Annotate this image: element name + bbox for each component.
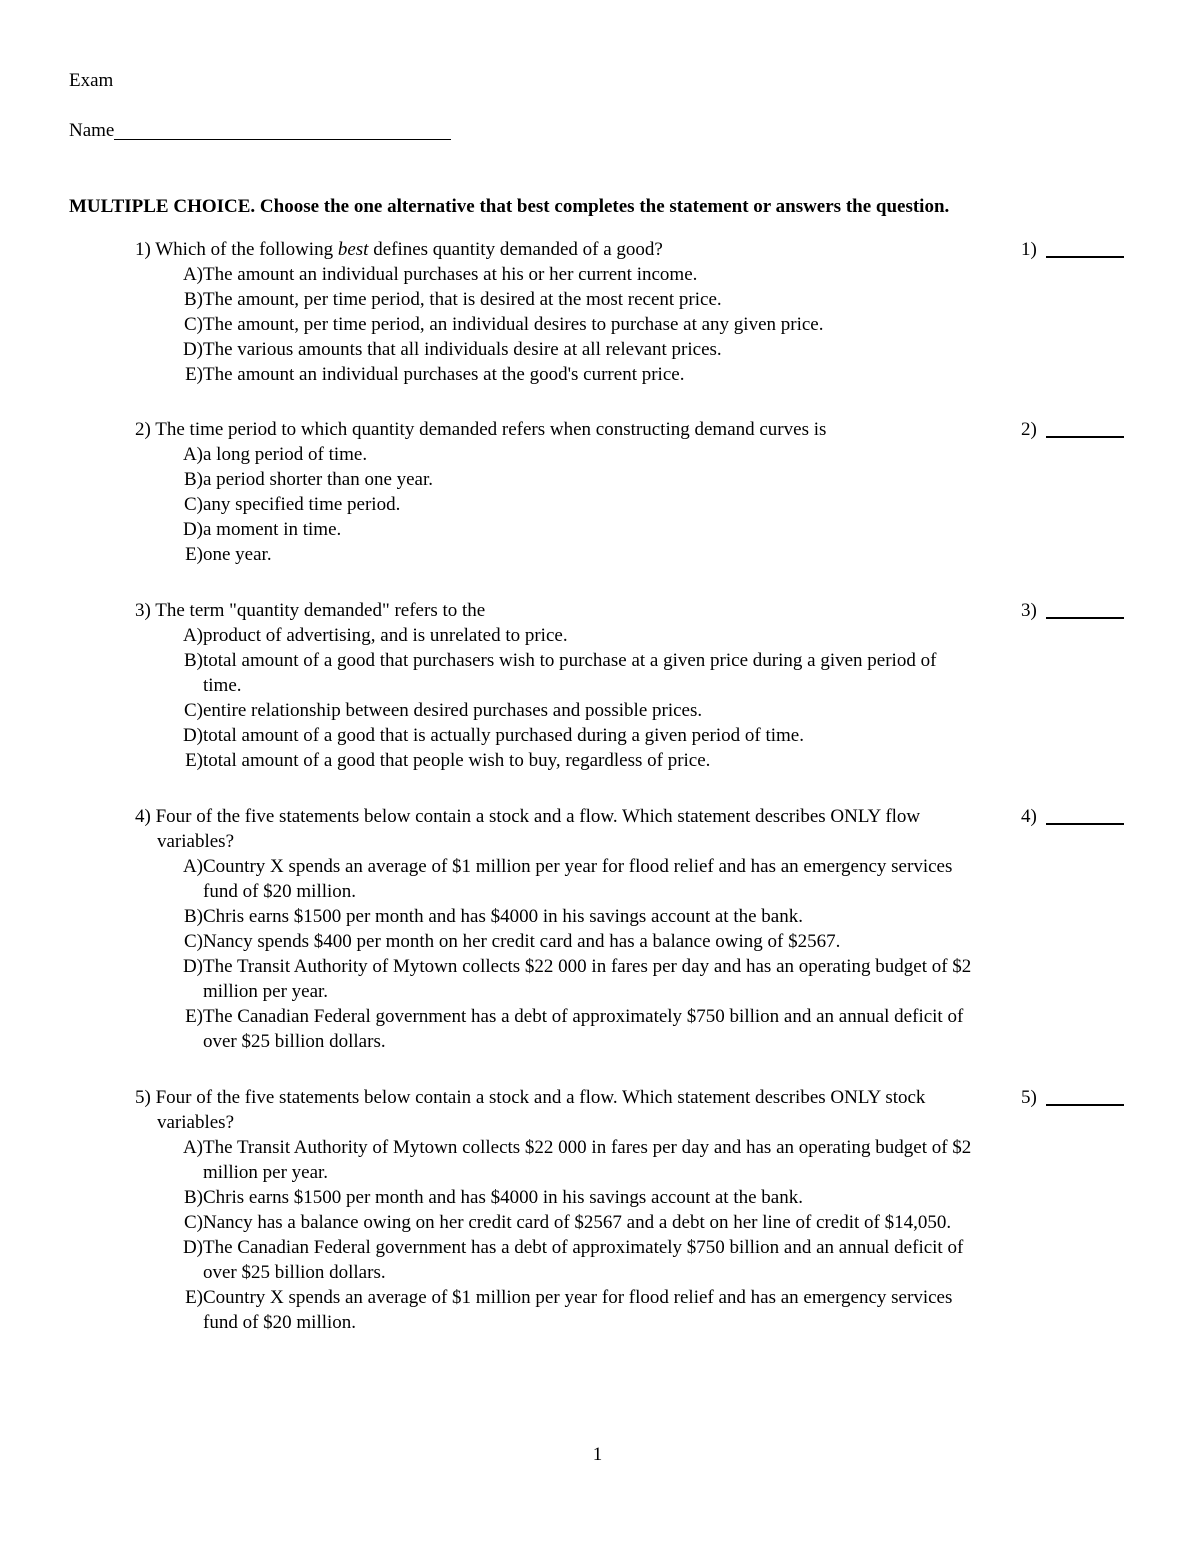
option-d [135, 723, 975, 748]
option-text: The amount, per time period, an individual desires to purchase at any given price. [203, 314, 824, 335]
option-c [135, 312, 975, 337]
option-text: Nancy spends $400 per month on her credit card and has a balance owing of $2567. [203, 931, 841, 952]
answer-blank[interactable] [1046, 418, 1124, 438]
option-text: The amount, per time period, that is desired at the most recent price. [203, 289, 722, 310]
option-text: Country X spends an average of $1 million per year for flood relief and has an emergency services fund of $20 million. [203, 856, 953, 902]
question-stem-text: defines quantity demanded of a good? [368, 239, 663, 260]
option-letter: C) [184, 494, 203, 515]
option-text: Chris earns $1500 per month and has $4000 in his savings account at the bank. [203, 1187, 803, 1208]
option-letter: D) [182, 339, 203, 360]
option-text: one year. [203, 544, 272, 565]
exam-label: Exam [69, 70, 114, 91]
option-text: The amount an individual purchases at his or her current income. [203, 264, 698, 285]
option-letter: B) [184, 469, 203, 490]
name-label: Name [69, 120, 115, 141]
option-letter: A) [182, 264, 203, 285]
question-stem-text: Four of the five statements below contain a stock and a flow. Which statement describes ONLY flow variables? [155, 806, 921, 852]
question-number: 1) [135, 239, 151, 260]
question-stem-emphasis: best [337, 239, 369, 260]
question-number: 2) [135, 419, 151, 440]
option-text: total amount of a good that purchasers wish to purchase at a given price during a given period of time. [203, 650, 937, 696]
option-letter: B) [184, 650, 203, 671]
question-number: 5) [135, 1087, 151, 1108]
option-a [135, 442, 975, 467]
answer-slot-1 [1021, 237, 1124, 262]
answer-blank[interactable] [1046, 238, 1124, 258]
question-stem-text: The time period to which quantity demanded refers when constructing demand curves is [155, 419, 827, 440]
option-text: entire relationship between desired purchases and possible prices. [203, 700, 703, 721]
question-4 [135, 804, 975, 1054]
option-letter: C) [184, 700, 203, 721]
option-text: Country X spends an average of $1 million per year for flood relief and has an emergency services fund of $20 million. [203, 1287, 953, 1333]
answer-slot-5 [1021, 1085, 1124, 1110]
option-e [135, 542, 975, 567]
question-stem [135, 237, 975, 262]
option-d [135, 337, 975, 362]
option-text: a period shorter than one year. [203, 469, 434, 490]
question-5 [135, 1085, 975, 1335]
option-text: The amount an individual purchases at the good's current price. [203, 364, 685, 385]
option-a [135, 1135, 975, 1185]
option-text: The Transit Authority of Mytown collects $22 000 in fares per day and has an operating budget of $2 million per year. [203, 1137, 972, 1183]
option-letter: B) [184, 906, 203, 927]
option-b [135, 1185, 975, 1210]
question-1 [135, 237, 975, 387]
question-3 [135, 598, 975, 773]
option-text: any specified time period. [203, 494, 401, 515]
question-stem [135, 1085, 975, 1135]
option-text: total amount of a good that is actually purchased during a given period of time. [203, 725, 804, 746]
option-e [135, 1004, 975, 1054]
option-text: The Canadian Federal government has a debt of approximately $750 billion and an annual deficit of over $25 billion dollars. [203, 1237, 964, 1283]
option-d [135, 954, 975, 1004]
option-e [135, 1285, 975, 1335]
answer-slot-4 [1021, 804, 1124, 829]
answer-blank[interactable] [1046, 599, 1124, 619]
option-b [135, 287, 975, 312]
question-stem-text: Four of the five statements below contain a stock and a flow. Which statement describes ONLY stock variables? [155, 1087, 926, 1133]
option-d [135, 517, 975, 542]
question-stem-text: Which of the following [155, 239, 338, 260]
answer-label: 2) [1021, 419, 1037, 440]
option-text: The Transit Authority of Mytown collects $22 000 in fares per day and has an operating budget of $2 million per year. [203, 956, 972, 1002]
option-text: The Canadian Federal government has a debt of approximately $750 billion and an annual deficit of over $25 billion dollars. [203, 1006, 964, 1052]
question-stem [135, 804, 975, 854]
option-text: Chris earns $1500 per month and has $4000 in his savings account at the bank. [203, 906, 803, 927]
option-letter: A) [182, 625, 203, 646]
option-letter: E) [185, 364, 203, 385]
option-c [135, 1210, 975, 1235]
option-c [135, 492, 975, 517]
question-number: 4) [135, 806, 151, 827]
option-letter: E) [185, 544, 203, 565]
question-stem-text: The term "quantity demanded" refers to the [155, 600, 486, 621]
question-2 [135, 417, 975, 567]
option-letter: A) [182, 856, 203, 877]
option-text: product of advertising, and is unrelated to price. [203, 625, 568, 646]
option-d [135, 1235, 975, 1285]
question-stem [135, 598, 975, 623]
option-letter: A) [182, 1137, 203, 1158]
option-text: Nancy has a balance owing on her credit card of $2567 and a debt on her line of credit of $14,050. [203, 1212, 952, 1233]
option-letter: D) [182, 519, 203, 540]
answer-blank[interactable] [1046, 1086, 1124, 1106]
question-stem [135, 417, 975, 442]
option-c [135, 929, 975, 954]
instructions: MULTIPLE CHOICE. Choose the one alternative that best completes the statement or answers the question. [69, 196, 950, 217]
option-text: a long period of time. [203, 444, 368, 465]
option-letter: B) [184, 289, 203, 310]
option-text: total amount of a good that people wish to buy, regardless of price. [203, 750, 711, 771]
option-letter: D) [182, 1237, 203, 1258]
option-a [135, 262, 975, 287]
answer-blank[interactable] [1046, 805, 1124, 825]
option-b [135, 648, 975, 698]
name-field-row [69, 118, 451, 143]
option-a [135, 854, 975, 904]
option-c [135, 698, 975, 723]
page-number: 1 [592, 1444, 603, 1465]
option-letter: C) [184, 314, 203, 335]
option-letter: D) [182, 725, 203, 746]
option-letter: C) [184, 931, 203, 952]
option-text: a moment in time. [203, 519, 342, 540]
option-b [135, 904, 975, 929]
option-letter: E) [185, 1006, 203, 1027]
answer-label: 5) [1021, 1087, 1037, 1108]
option-letter: E) [185, 1287, 203, 1308]
option-letter: B) [184, 1187, 203, 1208]
option-letter: E) [185, 750, 203, 771]
option-b [135, 467, 975, 492]
answer-label: 3) [1021, 600, 1037, 621]
option-letter: D) [182, 956, 203, 977]
answer-slot-3 [1021, 598, 1124, 623]
option-letter: A) [182, 444, 203, 465]
option-text: The various amounts that all individuals desire at all relevant prices. [203, 339, 722, 360]
option-a [135, 623, 975, 648]
question-number: 3) [135, 600, 151, 621]
answer-label: 1) [1021, 239, 1037, 260]
option-letter: C) [184, 1212, 203, 1233]
name-blank-line[interactable] [114, 119, 451, 140]
option-e [135, 748, 975, 773]
option-e [135, 362, 975, 387]
answer-slot-2 [1021, 417, 1124, 442]
answer-label: 4) [1021, 806, 1037, 827]
